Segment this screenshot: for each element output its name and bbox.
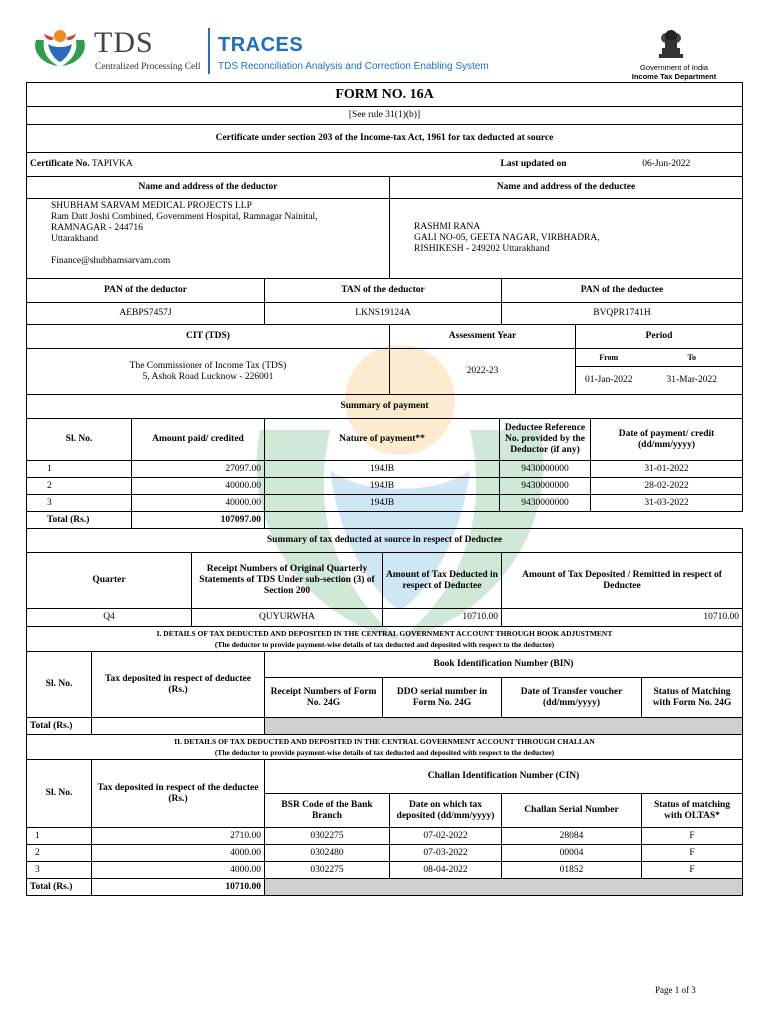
book-adjustment-subtitle: (The deductor to provide payment-wise details of tax deducted and deposited with respect to the deductee) <box>214 640 555 649</box>
deductee-address <box>390 199 743 279</box>
challan-title: II. DETAILS OF TAX DEDUCTED AND DEPOSITED IN THE CENTRAL GOVERNMENT ACCOUNT THROUGH CHALLAN <box>174 737 595 746</box>
table-row <box>27 478 743 495</box>
ch-header-date: Date on which tax deposited (dd/mm/yyyy) <box>390 794 502 828</box>
deductor-line: RAMNAGAR - 244716 <box>51 223 143 233</box>
ch-header-status: Status of matching with OLTAS* <box>642 794 743 828</box>
assessment-year-label: Assessment Year <box>390 325 576 349</box>
sp-amount: 40000.00 <box>132 495 265 512</box>
period-from-label: From <box>576 349 642 367</box>
ch-date: 07-02-2022 <box>390 828 502 845</box>
deductor-address <box>27 199 390 279</box>
st-header-receipt: Receipt Numbers of Original Quarterly Statements of TDS Under sub-section (3) of Section 200 <box>192 553 383 609</box>
cit-address <box>27 349 390 395</box>
challan-heading <box>27 735 743 760</box>
ba-slno-label: Sl. No. <box>27 652 92 718</box>
ba-total-gray <box>265 718 743 735</box>
goi-line-1: Government of India <box>640 63 708 72</box>
page-number: Page 1 of 3 <box>655 985 696 995</box>
cit-line: The Commissioner of Income Tax (TDS) <box>129 360 287 371</box>
form-16a-table <box>26 82 743 896</box>
ch-bsr: 0302275 <box>265 862 390 879</box>
tds-logo-icon <box>30 26 90 72</box>
ch-slno: 2 <box>27 845 92 862</box>
summary-tax-heading: Summary of tax deducted at source in respect of Deductee <box>27 529 743 553</box>
ch-tax: 4000.00 <box>92 862 265 879</box>
pan-deductee: BVQPR1741H <box>502 303 743 325</box>
st-deducted: 10710.00 <box>383 609 502 627</box>
challan-subtitle: (The deductor to provide payment-wise details of tax deducted and deposited with respect to the deductee) <box>214 748 555 757</box>
goi-line-2: Income Tax Department <box>631 72 717 81</box>
table-row <box>27 845 743 862</box>
deductor-line: Ram Datt Joshi Combined, Government Hospital, Ramnagar Nainital, <box>51 212 318 222</box>
ch-tax: 4000.00 <box>92 845 265 862</box>
ch-slno: 3 <box>27 862 92 879</box>
pan-deductee-label: PAN of the deductee <box>502 279 743 303</box>
sp-slno: 1 <box>27 461 132 478</box>
period-label: Period <box>576 325 743 349</box>
goi-label <box>621 63 727 81</box>
ch-date: 08-04-2022 <box>390 862 502 879</box>
ba-header-date: Date of Transfer voucher (dd/mm/yyyy) <box>502 678 642 718</box>
sp-header-amount: Amount paid/ credited <box>132 419 265 461</box>
ch-bsr: 0302480 <box>265 845 390 862</box>
ba-header-ddo: DDO serial number in Form No. 24G <box>383 678 502 718</box>
traces-subtitle: TDS Reconciliation Analysis and Correction Enabling System <box>218 61 489 72</box>
book-adjustment-heading <box>27 627 743 652</box>
certificate-heading: Certificate under section 203 of the Income-tax Act, 1961 for tax deducted at source <box>27 125 743 153</box>
sp-slno: 3 <box>27 495 132 512</box>
st-header-deposited: Amount of Tax Deposited / Remitted in respect of Deductee <box>502 553 743 609</box>
sp-nature: 194JB <box>265 461 500 478</box>
table-row <box>27 461 743 478</box>
period-to: 31-Mar-2022 <box>642 367 743 395</box>
certificate-number: TAPIVKA <box>91 159 133 169</box>
ch-serial: 28084 <box>502 828 642 845</box>
sp-amount: 27097.00 <box>132 461 265 478</box>
cit-line: 5, Ashok Road Lucknow - 226001 <box>142 371 274 382</box>
sp-date: 31-03-2022 <box>591 495 743 512</box>
last-updated-label: Last updated on <box>390 153 591 177</box>
ch-status: F <box>642 828 743 845</box>
table-row <box>27 609 743 627</box>
table-row <box>27 828 743 845</box>
national-emblem-icon <box>656 26 686 62</box>
st-header-quarter: Quarter <box>27 553 192 609</box>
page-header <box>0 0 768 82</box>
sp-header-date: Date of payment/ credit (dd/mm/yyyy) <box>591 419 743 461</box>
sp-date: 31-01-2022 <box>591 461 743 478</box>
ch-total: 10710.00 <box>92 879 265 896</box>
period-from: 01-Jan-2022 <box>576 367 642 395</box>
ba-tax-label: Tax deposited in respect of deductee (Rs.) <box>92 652 265 718</box>
summary-payment-heading: Summary of payment <box>27 395 743 419</box>
ch-total-gray <box>265 879 743 896</box>
table-row <box>27 495 743 512</box>
certificate-number-cell <box>27 153 390 177</box>
ba-header-receipt: Receipt Numbers of Form No. 24G <box>265 678 383 718</box>
deductor-line: SHUBHAM SARVAM MEDICAL PROJECTS LLP <box>51 201 252 211</box>
sp-reference: 9430000000 <box>500 478 591 495</box>
tds-wordmark: TDS <box>94 26 154 59</box>
table-row <box>27 862 743 879</box>
ch-header-bsr: BSR Code of the Bank Branch <box>265 794 390 828</box>
ch-tax-label: Tax deposited in respect of the deductee (Rs.) <box>92 760 265 828</box>
ba-header-status: Status of Matching with Form No. 24G <box>642 678 743 718</box>
pan-deductor-label: PAN of the deductor <box>27 279 265 303</box>
sp-slno: 2 <box>27 478 132 495</box>
sp-nature: 194JB <box>265 495 500 512</box>
sp-reference: 9430000000 <box>500 461 591 478</box>
st-header-deducted: Amount of Tax Deducted in respect of Deductee <box>383 553 502 609</box>
form-rule: [See rule 31(1)(b)] <box>27 107 743 125</box>
deductor-line-blank <box>51 245 386 256</box>
sp-total: 107097.00 <box>132 512 265 529</box>
deductee-line: RISHIKESH - 249202 Uttarakhand <box>414 244 550 254</box>
sp-date: 28-02-2022 <box>591 478 743 495</box>
ch-total-label: Total (Rs.) <box>27 879 92 896</box>
ba-total-value <box>92 718 265 735</box>
tan-deductor: LKNS19124A <box>265 303 502 325</box>
deductor-heading: Name and address of the deductor <box>27 177 390 199</box>
ba-bin-label: Book Identification Number (BIN) <box>265 652 743 678</box>
st-quarter: Q4 <box>27 609 192 627</box>
ch-date: 07-03-2022 <box>390 845 502 862</box>
ch-cin-label: Challan Identification Number (CIN) <box>265 760 743 794</box>
header-divider <box>208 28 210 74</box>
sp-header-nature: Nature of payment** <box>265 419 500 461</box>
ch-serial: 00004 <box>502 845 642 862</box>
traces-wordmark: TRACES <box>218 34 304 56</box>
deductee-line: RASHMI RANA <box>414 222 481 232</box>
deductee-heading: Name and address of the deductee <box>390 177 743 199</box>
ba-total-label: Total (Rs.) <box>27 718 92 735</box>
last-updated-value: 06-Jun-2022 <box>591 153 743 177</box>
tds-subtitle: Centralized Processing Cell <box>95 62 201 72</box>
st-receipt: QUYURWHA <box>192 609 383 627</box>
deductor-line: Uttarakhand <box>51 234 98 244</box>
sp-nature: 194JB <box>265 478 500 495</box>
sp-header-slno: Sl. No. <box>27 419 132 461</box>
ch-status: F <box>642 862 743 879</box>
cit-label: CIT (TDS) <box>27 325 390 349</box>
ch-serial: 01852 <box>502 862 642 879</box>
sp-reference: 9430000000 <box>500 495 591 512</box>
ch-tax: 2710.00 <box>92 828 265 845</box>
assessment-year: 2022-23 <box>390 349 576 395</box>
period-to-label: To <box>642 349 743 367</box>
sp-total-label: Total (Rs.) <box>27 512 132 529</box>
book-adjustment-title: I. DETAILS OF TAX DEDUCTED AND DEPOSITED IN THE CENTRAL GOVERNMENT ACCOUNT THROUGH BOOK ADJUSTMENT <box>156 629 613 638</box>
deductor-email: Finance@shubhamsarvam.com <box>51 256 171 266</box>
ch-slno: 1 <box>27 828 92 845</box>
ch-status: F <box>642 845 743 862</box>
pan-deductor: AEBPS7457J <box>27 303 265 325</box>
form-title: FORM NO. 16A <box>27 83 743 107</box>
deductee-line: GALI NO-05, GEETA NAGAR, VIRBHADRA, <box>414 233 600 243</box>
ch-bsr: 0302275 <box>265 828 390 845</box>
ch-slno-label: Sl. No. <box>27 760 92 828</box>
st-deposited: 10710.00 <box>502 609 743 627</box>
certificate-number-label: Certificate No. <box>30 159 90 169</box>
sp-amount: 40000.00 <box>132 478 265 495</box>
ch-header-serial: Challan Serial Number <box>502 794 642 828</box>
sp-header-reference: Deductee Reference No. provided by the Deductor (if any) <box>500 419 591 461</box>
tan-deductor-label: TAN of the deductor <box>265 279 502 303</box>
sp-total-empty <box>265 512 743 529</box>
